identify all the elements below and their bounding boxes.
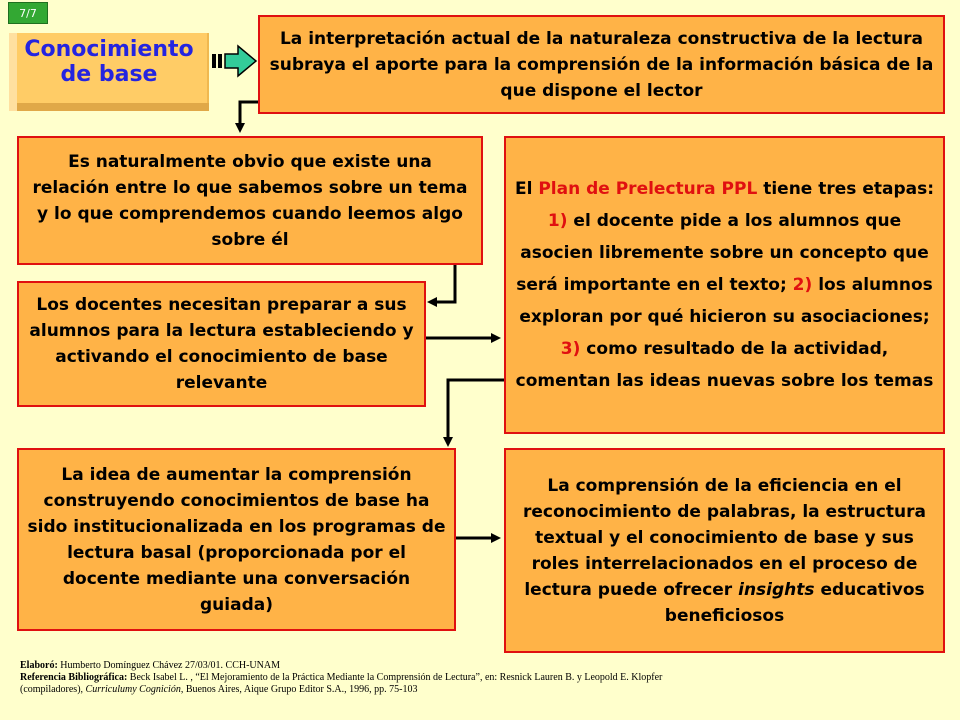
box-left-2-text: Los docentes necesitan preparar a sus alumnos para la lectura estableciendo y activando el conocimiento de base relevante	[29, 295, 414, 393]
arrow-left1-to-left2	[432, 265, 455, 302]
topic-title: Conocimiento de base	[24, 37, 194, 87]
box-right-1	[504, 136, 945, 434]
box-right-2-text: La comprensión de la eficiencia en el reconocimiento de palabras, la estructura textual y el conocimiento de base y sus roles interrelacionados en el proceso de lectura puede ofrecer insights educativos beneficiosos	[523, 475, 926, 626]
footer-line-1: Elaboró: Humberto Domínguez Chávez 27/03/01. CCH-UNAM	[20, 660, 280, 671]
box-left-2	[17, 281, 426, 407]
footer-line-2: Referencia Bibliográfica: Beck Isabel L. , “El Mejoramiento de la Práctica Mediante la Comprensión de Lectura”, en: Resnick Lauren B. y Leopold E. Klopfer	[20, 672, 663, 683]
footer-credits	[20, 660, 950, 696]
arrow-top-to-left1	[240, 102, 258, 128]
footer-line-3: (compiladores), Curriculumy Cognición, Buenos Aires, Aique Grupo Editor S.A., 1996, pp. 75-103	[20, 684, 418, 695]
slide-number: 7/7	[8, 2, 48, 24]
box-top	[258, 15, 945, 114]
stage-3-number: 3)	[560, 339, 581, 359]
stage-1-number: 1)	[547, 211, 568, 231]
box-left-3	[17, 448, 456, 631]
stage-2-number: 2)	[792, 275, 813, 295]
box-right-2	[504, 448, 945, 653]
arrow-right1-to-left3	[448, 380, 506, 442]
box-left-1	[17, 136, 483, 265]
box-left-1-text: Es naturalmente obvio que existe una relación entre lo que sabemos sobre un tema y lo que comprendemos cuando leemos algo sobre él	[32, 151, 468, 250]
box-left-3-text: La idea de aumentar la comprensión construyendo conocimientos de base ha sido institucionalizada en los programas de lectura basal (proporcionada por el docente mediante una conversación guiada)	[27, 464, 446, 615]
box-top-text: La interpretación actual de la naturaleza constructiva de la lectura subraya el aporte para la comprensión de la información básica de la que dispone el lector	[269, 28, 934, 101]
box-right-1-text: El Plan de Prelectura PPL tiene tres etapas: 1) el docente pide a los alumnos que asocien libremente sobre un concepto que será importante en el texto; 2) los alumnos exploran por qué hicieron su asociaciones; 3) como resultado de la actividad, comentan las ideas nuevas sobre los temas	[514, 179, 935, 391]
ppl-highlight: Plan de Prelectura PPL	[538, 179, 758, 199]
block-arrow-icon	[212, 46, 256, 76]
insights-italic: insights	[738, 579, 815, 600]
